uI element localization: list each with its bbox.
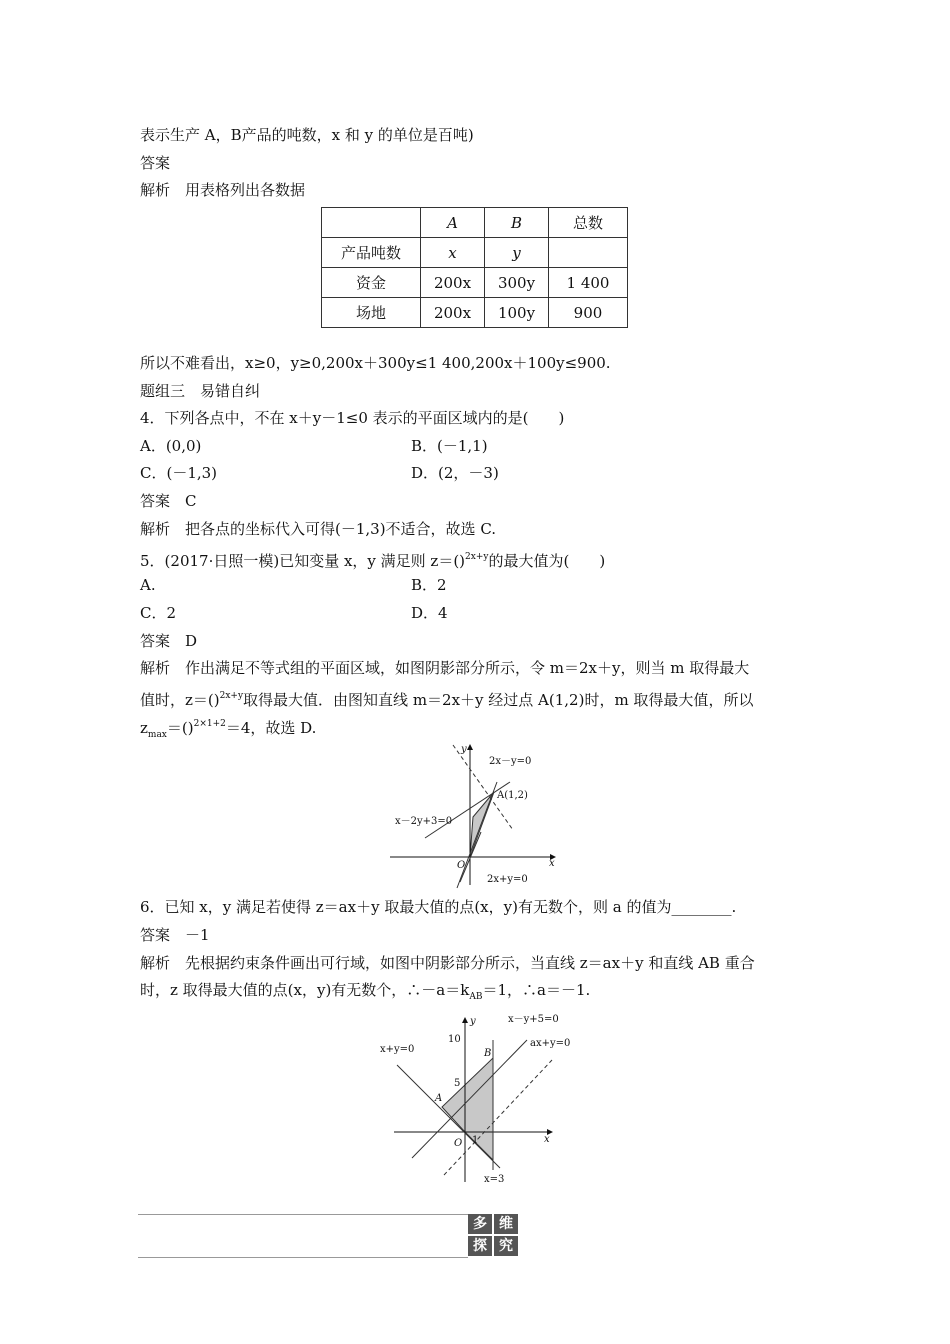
table-cell: 100y — [485, 298, 549, 328]
table-cell: x — [421, 238, 485, 268]
q5-answer: 答案 D — [140, 632, 198, 650]
fig1-x-label: x — [549, 858, 555, 869]
q5-stem-post: 的最大值为( ) — [488, 552, 606, 570]
shaded-region — [442, 1058, 493, 1160]
fig2-point-label: A — [435, 1093, 443, 1104]
intro-line: 表示生产 A，B产品的吨数，x 和 y 的单位是百吨) — [140, 126, 474, 144]
footer-rule-top — [138, 1214, 468, 1215]
jiexi-line: 解析 用表格列出各数据 — [140, 181, 306, 199]
q4-option-d: D．(2，－3) — [411, 464, 499, 482]
q5-figure — [385, 740, 565, 890]
table-cell — [322, 208, 421, 238]
q5-jiexi-3 — [140, 714, 316, 745]
q5-stem — [140, 547, 605, 571]
fig1-line-label: 2x－y=0 — [489, 756, 532, 767]
fig2-line-label: ax+y=0 — [530, 1038, 571, 1049]
q6-stem: 6．已知 x，y 满足若使得 z＝ax＋y 取最大值的点(x，y)有无数个，则 a 的值为________. — [140, 898, 737, 916]
q5-jiexi-2 — [140, 686, 753, 710]
line-2x-y — [457, 782, 497, 888]
fig2-line-label: x－y+5=0 — [508, 1014, 559, 1025]
table-cell — [549, 238, 628, 268]
fig1-line-label: 2x+y=0 — [487, 874, 528, 885]
table-row — [322, 298, 628, 328]
badge-char: 探 — [468, 1236, 492, 1256]
q4-option-a: A．(0,0) — [140, 437, 202, 455]
fig2-tick-label: 1 — [472, 1135, 479, 1146]
q5-option-a: A. — [140, 576, 156, 594]
q6-answer: 答案 －1 — [140, 926, 210, 944]
q4-option-c: C．(－1,3) — [140, 464, 218, 482]
badge-char: 多 — [468, 1214, 492, 1234]
q5-stem-sup: 2x+y — [465, 552, 489, 562]
q5-jiexi-3-post: ＝4，故选 D. — [225, 719, 317, 737]
table-row — [322, 238, 628, 268]
q4-answer: 答案 C — [140, 492, 197, 510]
fig2-tick-label: 10 — [448, 1034, 461, 1045]
q6-jiexi-2-pre: 时，z 取得最大值的点(x，y)有无数个，∴－a＝k — [140, 981, 470, 999]
answer-label: 答案 — [140, 154, 171, 172]
q5-jiexi-2-post: 取得最大值．由图知直线 m＝2x＋y 经过点 A(1,2)时，m 取得最大值，所以 — [243, 691, 754, 709]
q5-stem-pre: 5．(2017·日照一模)已知变量 x，y 满足则 z＝() — [140, 552, 466, 570]
fig1-point-label: A(1,2) — [497, 790, 528, 801]
q5-option-c: C．2 — [140, 604, 177, 622]
section-badge — [468, 1214, 520, 1258]
after-table-line: 所以不难看出，x≥0，y≥0,200x＋300y≤1 400,200x＋100y≤900. — [140, 354, 611, 372]
q5-option-b: B．2 — [411, 576, 447, 594]
q5-jiexi-3-pre: z — [140, 719, 148, 737]
table-cell: y — [485, 238, 549, 268]
table-cell: 200x — [421, 298, 485, 328]
fig1-line-label: x－2y+3=0 — [395, 816, 453, 827]
fig2-line-label: x+y=0 — [380, 1044, 415, 1055]
footer-rule-bottom — [138, 1257, 468, 1258]
table-cell: 资金 — [322, 268, 421, 298]
q6-jiexi-1: 解析 先根据约束条件画出可行域，如图中阴影部分所示，当直线 z＝ax＋y 和直线 AB 重合 — [140, 954, 755, 972]
q4-jiexi: 解析 把各点的坐标代入可得(－1,3)不适合，故选 C. — [140, 520, 497, 538]
q5-jiexi-3-sub: max — [147, 730, 167, 740]
fig2-tick-label: 5 — [454, 1078, 461, 1089]
q4-option-b: B．(－1,1) — [411, 437, 488, 455]
q6-jiexi-2 — [140, 980, 590, 1007]
q6-jiexi-2-post: ＝1，∴a＝－1. — [482, 981, 591, 999]
table-cell: A — [421, 208, 485, 238]
q4-stem: 4．下列各点中，不在 x＋y－1≤0 表示的平面区域内的是( ) — [140, 409, 565, 427]
table-cell: 300y — [485, 268, 549, 298]
badge-char: 维 — [494, 1214, 518, 1234]
table-header-row — [322, 208, 628, 238]
table-cell: B — [485, 208, 549, 238]
badge-char: 究 — [494, 1236, 518, 1256]
table-row — [322, 268, 628, 298]
line-x-y+5 — [412, 1040, 527, 1158]
table-cell: 总数 — [549, 208, 628, 238]
fig2-x-label: x — [544, 1134, 550, 1145]
fig2-y-label: y — [470, 1016, 476, 1027]
q5-jiexi-3-sup: 2×1+2 — [193, 719, 226, 729]
fig1-origin-label: O — [457, 860, 466, 871]
q5-jiexi-2-sup: 2x+y — [219, 691, 244, 701]
fig2-point-label: B — [484, 1048, 492, 1059]
group-heading: 题组三 易错自纠 — [140, 382, 261, 400]
fig2-origin-label: O — [454, 1138, 463, 1149]
q5-jiexi-2-pre: 值时，z＝() — [140, 691, 220, 709]
table-cell: 产品吨数 — [322, 238, 421, 268]
data-table — [321, 207, 628, 328]
table-cell: 场地 — [322, 298, 421, 328]
shaded-region — [470, 792, 494, 857]
table-cell: 1 400 — [549, 268, 628, 298]
q5-jiexi-3-mid: ＝() — [166, 719, 194, 737]
q6-figure — [372, 1010, 582, 1190]
fig2-line-label: x=3 — [484, 1174, 505, 1185]
q6-jiexi-2-sub: AB — [469, 992, 483, 1002]
q5-option-d: D．4 — [411, 604, 448, 622]
fig1-y-label: y — [461, 744, 467, 755]
table-cell: 200x — [421, 268, 485, 298]
q5-jiexi-1: 解析 作出满足不等式组的平面区域，如图阴影部分所示，令 m＝2x＋y，则当 m 取得最大 — [140, 659, 750, 677]
table-cell: 900 — [549, 298, 628, 328]
